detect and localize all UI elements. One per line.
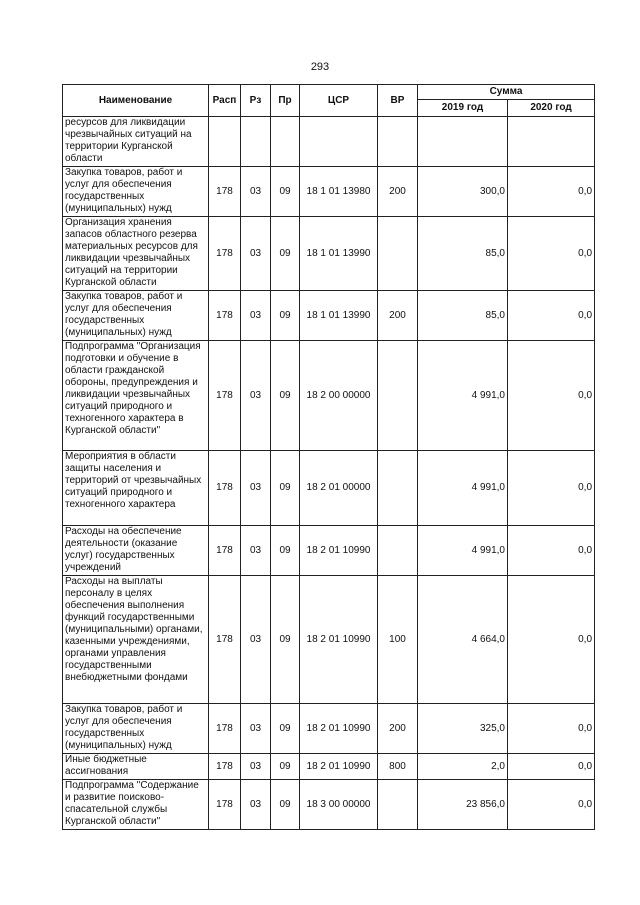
cell-pr: 09 (271, 451, 300, 526)
cell-rasp: 178 (209, 451, 241, 526)
cell-2019: 4 991,0 (418, 451, 508, 526)
cell-csr: 18 2 01 10990 (300, 526, 378, 576)
cell-rasp: 178 (209, 526, 241, 576)
header-rz: Рз (241, 85, 271, 117)
cell-vr (378, 780, 418, 830)
cell-rz: 03 (241, 167, 271, 217)
table-row (63, 117, 595, 167)
header-vr: ВР (378, 85, 418, 117)
header-sum: Сумма (418, 85, 595, 100)
cell-rasp (209, 117, 241, 167)
cell-pr: 09 (271, 291, 300, 341)
cell-pr: 09 (271, 704, 300, 754)
header-name: Наименование (63, 85, 209, 117)
cell-rasp: 178 (209, 780, 241, 830)
cell-name: Закупка товаров, работ и услуг для обеспечения государственных (муниципальных) нужд (63, 291, 209, 341)
table-row (63, 451, 595, 526)
cell-vr (378, 341, 418, 451)
cell-2019: 4 664,0 (418, 576, 508, 704)
cell-vr (378, 117, 418, 167)
cell-vr (378, 217, 418, 291)
cell-rasp: 178 (209, 576, 241, 704)
cell-rz: 03 (241, 780, 271, 830)
header-year-2019: 2019 год (418, 100, 508, 117)
cell-rz: 03 (241, 451, 271, 526)
cell-2019: 2,0 (418, 754, 508, 780)
cell-2020: 0,0 (508, 704, 595, 754)
cell-2019: 325,0 (418, 704, 508, 754)
cell-rasp: 178 (209, 167, 241, 217)
cell-2020: 0,0 (508, 576, 595, 704)
cell-pr: 09 (271, 754, 300, 780)
cell-rasp: 178 (209, 341, 241, 451)
cell-csr (300, 117, 378, 167)
cell-rz: 03 (241, 576, 271, 704)
cell-2019: 85,0 (418, 291, 508, 341)
cell-name: Организация хранения запасов областного резерва материальных ресурсов для ликвидации чрезвычайных ситуаций на территории Курганской области (63, 217, 209, 291)
cell-name: Иные бюджетные ассигнования (63, 754, 209, 780)
cell-name: Подпрограмма "Организация подготовки и обучение в области гражданской обороны, предупреждения и ликвидации чрезвычайных ситуаций природного и техногенного характера в Курганской области" (63, 341, 209, 451)
cell-2019 (418, 117, 508, 167)
cell-2020: 0,0 (508, 167, 595, 217)
cell-csr: 18 1 01 13980 (300, 167, 378, 217)
cell-csr: 18 2 00 00000 (300, 341, 378, 451)
cell-vr (378, 451, 418, 526)
cell-2020: 0,0 (508, 291, 595, 341)
cell-rz: 03 (241, 704, 271, 754)
cell-vr: 800 (378, 754, 418, 780)
cell-rz: 03 (241, 217, 271, 291)
cell-2020: 0,0 (508, 526, 595, 576)
cell-2020 (508, 117, 595, 167)
cell-vr (378, 526, 418, 576)
cell-2020: 0,0 (508, 451, 595, 526)
cell-2020: 0,0 (508, 754, 595, 780)
budget-table (62, 84, 595, 830)
cell-rasp: 178 (209, 291, 241, 341)
cell-rasp: 178 (209, 704, 241, 754)
cell-name: Мероприятия в области защиты населения и территорий от чрезвычайных ситуаций природного и техногенного характера (63, 451, 209, 526)
cell-rz: 03 (241, 341, 271, 451)
table-row (63, 167, 595, 217)
cell-pr: 09 (271, 167, 300, 217)
cell-name: Подпрограмма "Содержание и развитие поисково-спасательной службы Курганской области" (63, 780, 209, 830)
table-row (63, 526, 595, 576)
cell-rasp: 178 (209, 217, 241, 291)
cell-2020: 0,0 (508, 217, 595, 291)
cell-csr: 18 1 01 13990 (300, 291, 378, 341)
cell-2020: 0,0 (508, 780, 595, 830)
cell-2019: 300,0 (418, 167, 508, 217)
cell-vr: 200 (378, 704, 418, 754)
header-pr: Пр (271, 85, 300, 117)
table-row (63, 291, 595, 341)
cell-pr: 09 (271, 780, 300, 830)
cell-name: Закупка товаров, работ и услуг для обеспечения государственных (муниципальных) нужд (63, 704, 209, 754)
cell-2019: 4 991,0 (418, 526, 508, 576)
cell-csr: 18 2 01 10990 (300, 576, 378, 704)
page-number: 293 (310, 61, 330, 73)
table-row (63, 754, 595, 780)
cell-pr (271, 117, 300, 167)
cell-2019: 23 856,0 (418, 780, 508, 830)
cell-rz: 03 (241, 291, 271, 341)
cell-pr: 09 (271, 576, 300, 704)
cell-vr: 100 (378, 576, 418, 704)
table-row (63, 341, 595, 451)
header-rasp: Расп (209, 85, 241, 117)
table-row (63, 704, 595, 754)
header-year-2020: 2020 год (508, 100, 595, 117)
cell-pr: 09 (271, 526, 300, 576)
cell-rz: 03 (241, 526, 271, 576)
cell-2019: 85,0 (418, 217, 508, 291)
cell-name: ресурсов для ликвидации чрезвычайных ситуаций на территории Курганской области (63, 117, 209, 167)
cell-name: Закупка товаров, работ и услуг для обеспечения государственных (муниципальных) нужд (63, 167, 209, 217)
cell-name: Расходы на выплаты персоналу в целях обеспечения выполнения функций государственными (муниципальными) органами, казенными учреждениями, органами управления государственными внебюджетными фондами (63, 576, 209, 704)
table-row (63, 576, 595, 704)
cell-2019: 4 991,0 (418, 341, 508, 451)
cell-rz: 03 (241, 754, 271, 780)
cell-vr: 200 (378, 291, 418, 341)
cell-csr: 18 1 01 13990 (300, 217, 378, 291)
table-row (63, 217, 595, 291)
cell-rz (241, 117, 271, 167)
cell-2020: 0,0 (508, 341, 595, 451)
cell-rasp: 178 (209, 754, 241, 780)
cell-name: Расходы на обеспечение деятельности (оказание услуг) государственных учреждений (63, 526, 209, 576)
cell-vr: 200 (378, 167, 418, 217)
cell-pr: 09 (271, 217, 300, 291)
cell-csr: 18 2 01 10990 (300, 704, 378, 754)
header-csr: ЦСР (300, 85, 378, 117)
cell-csr: 18 3 00 00000 (300, 780, 378, 830)
cell-csr: 18 2 01 00000 (300, 451, 378, 526)
table-row (63, 780, 595, 830)
cell-pr: 09 (271, 341, 300, 451)
cell-csr: 18 2 01 10990 (300, 754, 378, 780)
